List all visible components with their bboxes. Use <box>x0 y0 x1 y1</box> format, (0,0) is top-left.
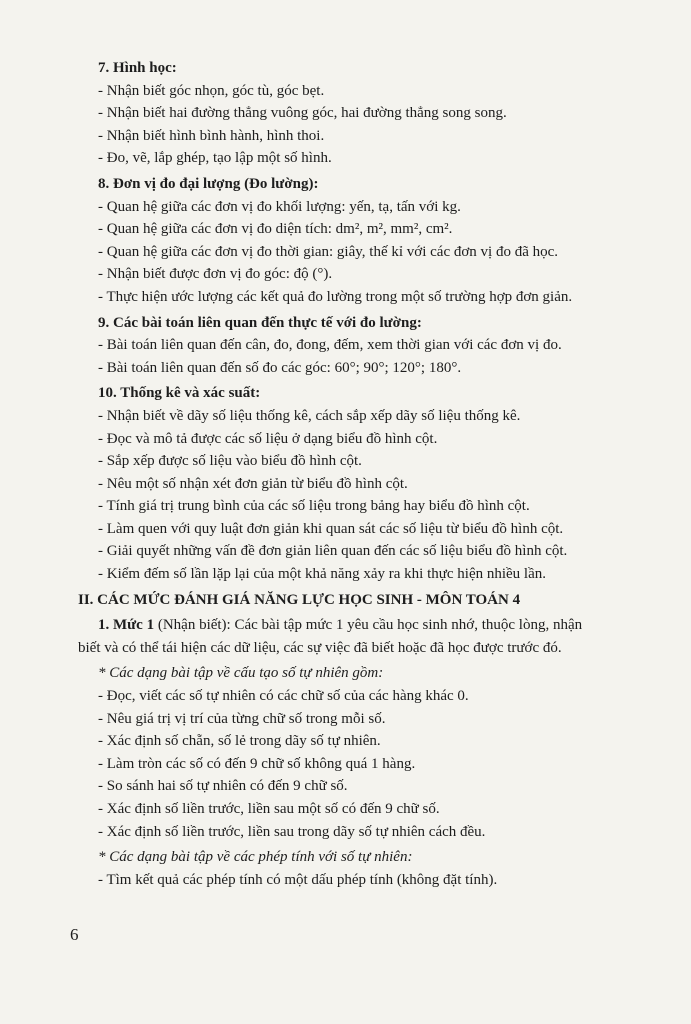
page-content <box>78 57 658 891</box>
list-item: - Nhận biết hình bình hành, hình thoi. <box>98 127 325 144</box>
list-item: - Kiểm đếm số lần lặp lại của một khả năng xảy ra khi thực hiện nhiều lần. <box>98 566 547 583</box>
list-item: - Nêu giá trị vị trí của từng chữ số trong mỗi số. <box>98 710 386 727</box>
list-item: - Thực hiện ước lượng các kết quả đo lường trong một số trường hợp đơn giản. <box>98 288 573 305</box>
list-item: - Đọc, viết các số tự nhiên có các chữ số của các hàng khác 0. <box>98 688 469 705</box>
section-10-title: 10. Thống kê và xác suất: <box>98 385 261 402</box>
list-item: - Bài toán liên quan đến cân, đo, đong, đếm, xem thời gian với các đơn vị đo. <box>98 337 562 354</box>
list-item: - Đo, vẽ, lắp ghép, tạo lập một số hình. <box>98 150 332 167</box>
muc1-label: 1. Mức 1 <box>98 617 155 634</box>
list-item: - Làm tròn các số có đến 9 chữ số không quá 1 hàng. <box>98 755 416 772</box>
list-item: - So sánh hai số tự nhiên có đến 9 chữ số. <box>98 778 348 795</box>
muc1-text: (Nhận biết): Các bài tập mức 1 yêu cầu học sinh nhớ, thuộc lòng, nhận <box>154 617 583 634</box>
list-item: - Quan hệ giữa các đơn vị đo khối lượng: yến, tạ, tấn với kg. <box>98 198 461 215</box>
list-item: - Đọc và mô tả được các số liệu ở dạng biểu đồ hình cột. <box>98 430 438 447</box>
list-item: - Quan hệ giữa các đơn vị đo diện tích: dm², m², mm², cm². <box>98 221 453 238</box>
section-7-title: 7. Hình học: <box>98 60 177 76</box>
subsection-cau-tao-so: * Các dạng bài tập về cấu tạo số tự nhiên gồm: <box>98 665 384 682</box>
list-item: - Nhận biết về dãy số liệu thống kê, cách sắp xếp dãy số liệu thống kê. <box>98 407 521 424</box>
list-item: - Sắp xếp được số liệu vào biểu đồ hình cột. <box>98 453 362 470</box>
muc1-line-1 <box>98 614 658 637</box>
section-8-title: 8. Đơn vị đo đại lượng (Đo lường): <box>98 175 319 192</box>
list-item: - Giải quyết những vấn đề đơn giản liên quan đến các số liệu biểu đồ hình cột. <box>98 543 568 560</box>
section-ii-title: II. CÁC MỨC ĐÁNH GIÁ NĂNG LỰC HỌC SINH - MÔN TOÁN 4 <box>78 591 521 608</box>
list-item: - Nhận biết góc nhọn, góc tù, góc bẹt. <box>98 82 325 99</box>
section-9-title: 9. Các bài toán liên quan đến thực tế với đo lường: <box>98 314 422 331</box>
list-item: - Quan hệ giữa các đơn vị đo thời gian: giây, thế kỉ với các đơn vị đo đã học. <box>98 243 559 260</box>
list-item: - Xác định số chẵn, số lẻ trong dãy số tự nhiên. <box>98 733 381 750</box>
list-item: - Tính giá trị trung bình của các số liệu trong bảng hay biểu đồ hình cột. <box>98 498 530 515</box>
muc1-line-2: biết và có thể tái hiện các dữ liệu, các sự việc đã biết hoặc đã học được trước đó. <box>78 639 562 656</box>
list-item: - Nhận biết được đơn vị đo góc: độ (°). <box>98 266 333 283</box>
page-number: 6 <box>70 925 79 944</box>
list-item: - Bài toán liên quan đến số đo các góc: 60°; 90°; 120°; 180°. <box>98 359 462 376</box>
list-item: - Nhận biết hai đường thẳng vuông góc, hai đường thẳng song song. <box>98 105 507 122</box>
subsection-phep-tinh: * Các dạng bài tập về các phép tính với số tự nhiên: <box>98 849 413 866</box>
list-item: - Tìm kết quả các phép tính có một dấu phép tính (không đặt tính). <box>98 871 498 888</box>
list-item: - Xác định số liền trước, liền sau trong dãy số tự nhiên cách đều. <box>98 823 486 840</box>
list-item: - Làm quen với quy luật đơn giản khi quan sát các số liệu từ biểu đồ hình cột. <box>98 520 564 537</box>
list-item: - Xác định số liền trước, liền sau một số có đến 9 chữ số. <box>98 801 440 817</box>
list-item: - Nêu một số nhận xét đơn giản từ biểu đồ hình cột. <box>98 475 408 492</box>
